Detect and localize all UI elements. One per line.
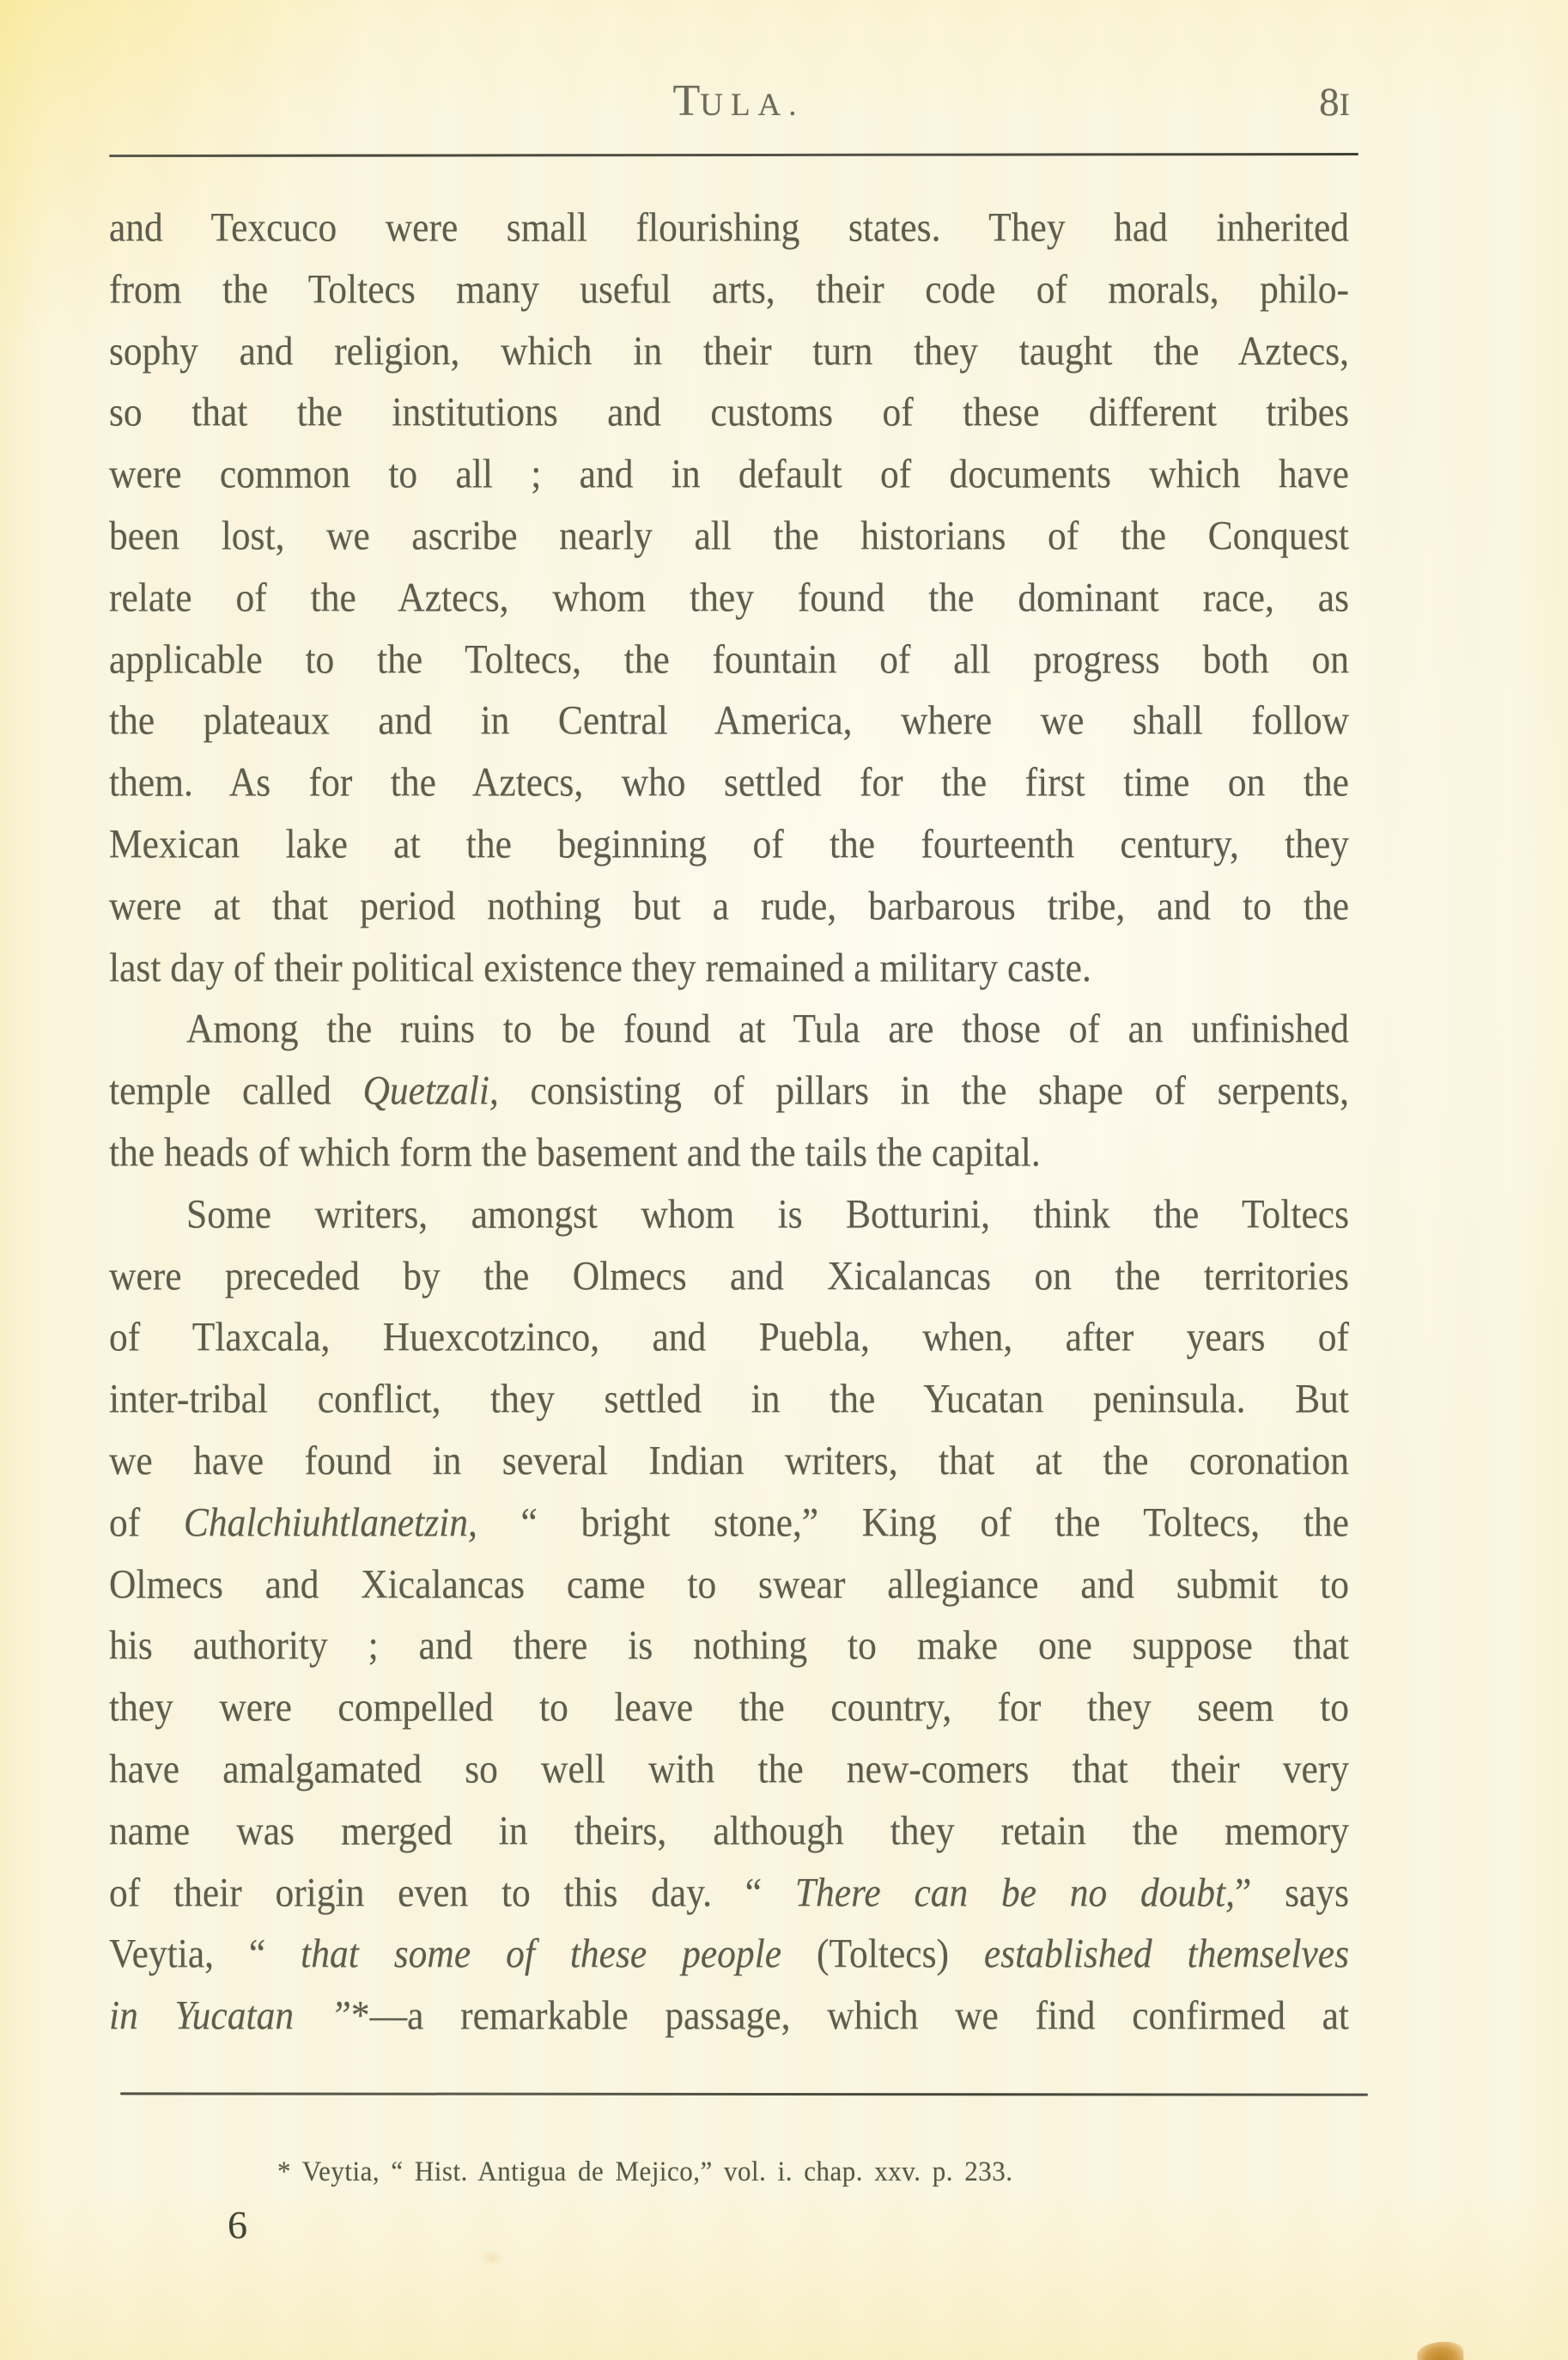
page-number [1319, 82, 1351, 124]
text-line [109, 811, 1349, 879]
text-segment: sophy and religion, which in their turn they taught the Aztecs, [109, 328, 1349, 374]
stain-mark [1416, 2340, 1464, 2360]
text-segment: been lost, we ascribe nearly all the historians of the Conquest [109, 513, 1349, 559]
text-segment: the heads of which form the basement and the tails the capital. [109, 1129, 1041, 1176]
text-line [109, 873, 1349, 940]
text-segment: Veytia, “ [109, 1931, 301, 1977]
text-line [109, 194, 1349, 262]
text-segment: they were compelled to leave the country, for they seem to [109, 1684, 1349, 1730]
running-title [118, 76, 1359, 125]
text-segment: Some writers, amongst whom is Botturini, think the Toltecs [186, 1191, 1349, 1238]
text-segment: consisting of pillars in the shape of serpents, [498, 1067, 1349, 1114]
running-title-rest: ULA. [700, 88, 805, 123]
text-segment: them. As for the Aztecs, who settled for the first time on the [109, 759, 1349, 806]
page-number-digit-oldstyle: I [1339, 88, 1351, 123]
header-rule [109, 153, 1358, 157]
signature-mark: 6 [228, 2203, 247, 2247]
text-segment: of [109, 1499, 184, 1546]
text-line [109, 1489, 1349, 1557]
text-line [109, 1366, 1349, 1434]
text-line [109, 1551, 1349, 1619]
text-segment: applicable to the Toltecs, the fountain of all progress both on [109, 636, 1349, 682]
text-segment: of their origin even to this day. “ [109, 1870, 795, 1915]
text-line [109, 688, 1349, 756]
text-line [109, 1427, 1349, 1495]
body-text [109, 198, 1349, 2047]
italic-text-segment: There can be no doubt, [794, 1870, 1236, 1915]
page-number-digit: 8 [1319, 80, 1340, 125]
text-segment: “ bright stone,” King of the Toltecs, the [477, 1499, 1349, 1546]
text-line [109, 1181, 1349, 1249]
text-segment: Among the ruins to be found at Tula are those of an unfinished [186, 1006, 1349, 1052]
text-line [109, 1921, 1349, 1989]
text-segment: name was merged in theirs, although they retain the memory [109, 1808, 1349, 1854]
text-line [109, 564, 1349, 632]
italic-text-segment: Quetzali, [362, 1067, 499, 1114]
text-line [109, 1243, 1349, 1311]
text-segment: the plateaux and in Central America, where we shall follow [109, 697, 1349, 744]
text-segment: ” says [1235, 1870, 1350, 1915]
running-title-initial: T [672, 76, 701, 125]
italic-text-segment: Chalchiuhtlanetzin, [183, 1499, 477, 1546]
text-segment: were preceded by the Olmecs and Xicalancas on the territories [109, 1253, 1349, 1299]
italic-text-segment: in Yucatan ” [109, 1992, 351, 2039]
text-line [109, 1736, 1349, 1803]
text-line [109, 750, 1349, 818]
text-segment: *—a remarkable passage, which we find confirmed at [350, 1992, 1349, 2039]
text-line [109, 626, 1349, 694]
text-line [109, 1305, 1349, 1372]
text-line [109, 934, 1349, 1002]
text-line [109, 1983, 1349, 2051]
footnote-rule [120, 2092, 1368, 2095]
text-segment: inter-tribal conflict, they settled in the Yucatan peninsula. But [109, 1376, 1349, 1422]
text-segment: and Texcuco were small flourishing states. They had inherited [109, 204, 1349, 251]
text-line [109, 1119, 1349, 1187]
running-head [109, 74, 1351, 124]
text-segment: so that the institutions and customs of these different tribes [109, 389, 1349, 435]
text-line [109, 1675, 1349, 1743]
italic-text-segment: established themselves [983, 1931, 1349, 1977]
text-line [109, 256, 1349, 324]
text-segment: we have found in several Indian writers, that at the coronation [109, 1438, 1349, 1484]
text-segment: have amalgamated so well with the new-comers that their very [109, 1746, 1349, 1792]
text-segment: relate of the Aztecs, whom they found the dominant race, as [109, 575, 1349, 621]
text-segment: were common to all ; and in default of documents which have [109, 451, 1349, 497]
text-segment: (Toltecs) [817, 1931, 984, 1977]
footnote: * Veytia, “ Hist. Antigua de Mejico,” vol. i. chap. xxv. p. 233. [277, 2155, 1013, 2187]
text-segment: were at that period nothing but a rude, barbarous tribe, and to the [109, 883, 1349, 929]
text-line [109, 318, 1349, 386]
paper-smudge [481, 2249, 503, 2266]
text-line [109, 380, 1349, 447]
text-line [109, 502, 1349, 570]
text-line [109, 1058, 1349, 1126]
text-segment: from the Toltecs many useful arts, their code of morals, philo- [109, 266, 1349, 313]
text-segment: Olmecs and Xicalancas came to swear allegiance and submit to [109, 1561, 1349, 1607]
text-line [109, 1859, 1349, 1927]
text-segment: of Tlaxcala, Huexcotzinco, and Puebla, when, after years of [109, 1314, 1349, 1360]
text-line [109, 1797, 1349, 1865]
text-segment: Mexican lake at the beginning of the fourteenth century, they [109, 821, 1349, 867]
text-segment: his authority ; and there is nothing to make one suppose that [109, 1622, 1349, 1669]
text-segment: last day of their political existence they remained a military caste. [109, 945, 1091, 990]
text-line [109, 996, 1349, 1064]
text-segment: temple called [109, 1067, 363, 1114]
text-line [109, 441, 1349, 509]
italic-text-segment: that some of these people [301, 1931, 817, 1977]
text-line [109, 1613, 1349, 1681]
